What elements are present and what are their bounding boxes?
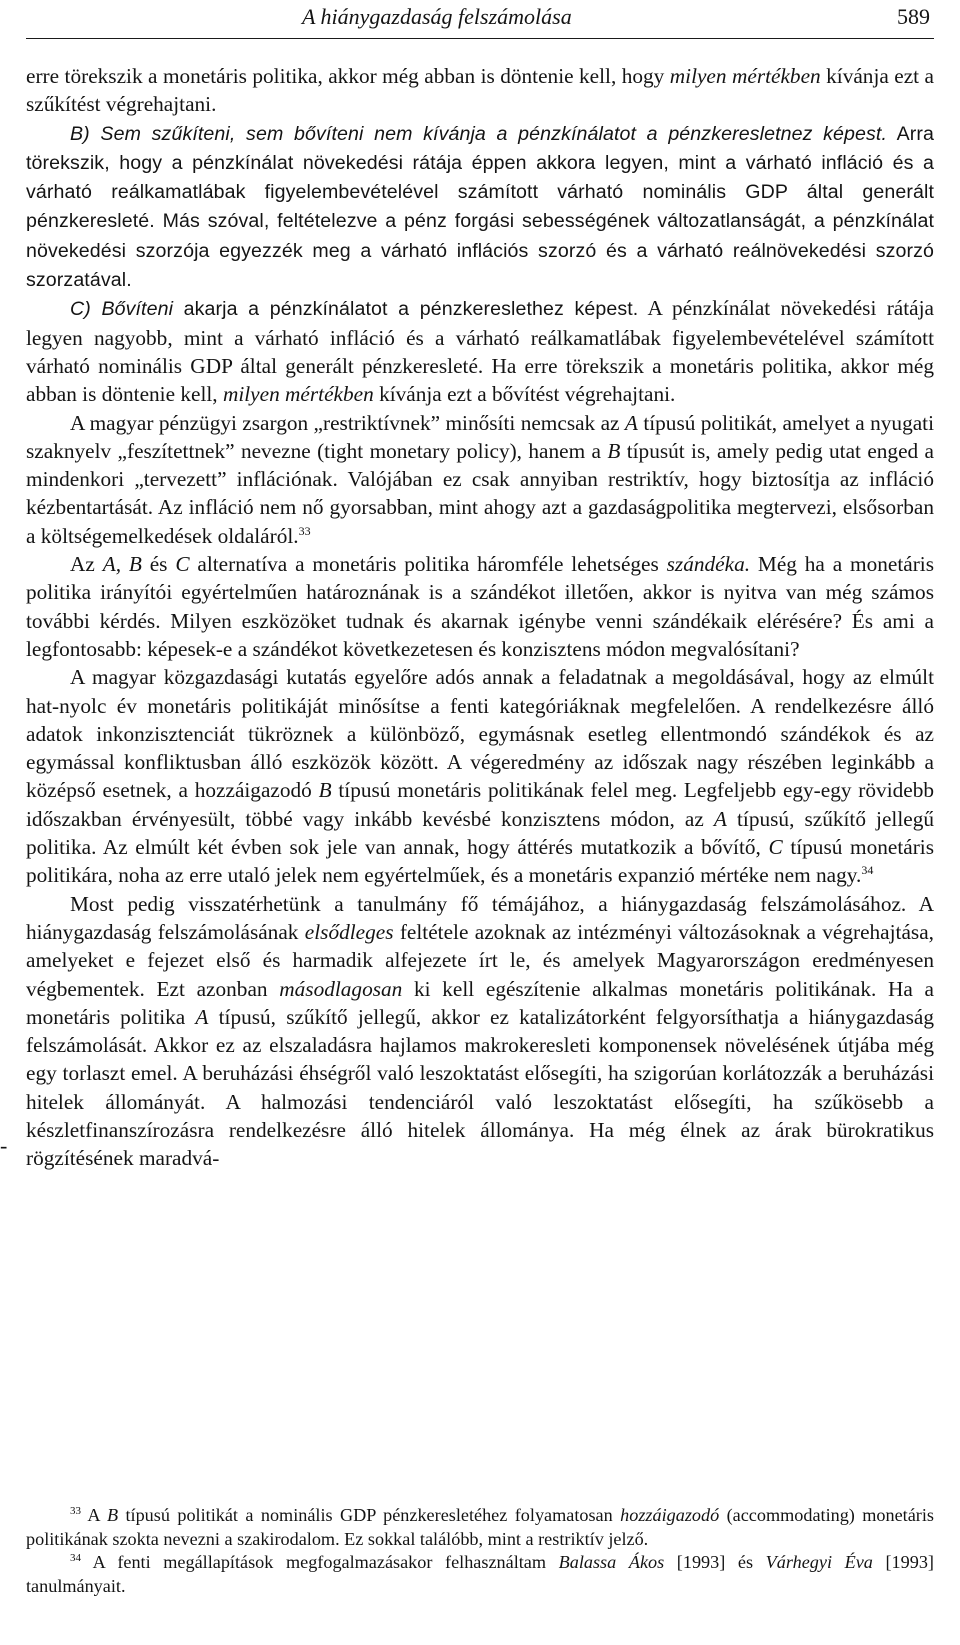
text-run: [1993] tanulmányait. bbox=[26, 1552, 934, 1596]
header-rule bbox=[26, 38, 934, 39]
paragraph bbox=[26, 294, 934, 408]
text-run: Más szóval, feltételezve a pénz forgási sebességének változatlanságát, a pénzkínálat növekedési szorzója egyezzék meg a várható inflációs szorzó és a várható reálnövekedési szorzó szorzatával. bbox=[26, 210, 934, 292]
italic-text: A bbox=[195, 1004, 209, 1029]
italic-text: A bbox=[624, 410, 638, 435]
italic-text: C bbox=[768, 835, 783, 860]
paragraph bbox=[26, 663, 934, 889]
text-run: (accommodating) monetáris politikának szokta nevezni a szakirodalom. Ez sokkal találóbb, mint a restriktív jelző. bbox=[26, 1505, 934, 1549]
text-run: kívánja ezt a bővítést végrehajtani. bbox=[373, 382, 676, 407]
text-run: típusú politikát, amelyet a nyugati szaknyelv „feszítettnek” nevezne (tight monetary policy), hanem a bbox=[26, 410, 935, 463]
text-run: A fenti megállapítások megfogalmazásakor felhasználtam bbox=[81, 1552, 559, 1572]
italic-text: szándéka. bbox=[666, 552, 751, 577]
paragraph bbox=[26, 62, 934, 119]
text-run: Még ha a monetáris politika irányítói egyértelműen határoznának is a szándékot illetően, akkor is nyitva van még számos további kérdés. Milyen eszközöket tudnak és akarnak igénybe venni szándékaik elérésére? És ami a legfontosabb: képesek-e a szándékot következetesen és konzisztens módon megvalósítani? bbox=[26, 552, 934, 661]
paragraph bbox=[26, 409, 934, 550]
italic-text: B) Sem szűkíteni, sem bővíteni nem kívánja a pénzkínálatot a pénzkeresletnez képest. bbox=[70, 122, 888, 145]
italic-text: C bbox=[175, 552, 190, 577]
text-run: A bbox=[81, 1505, 107, 1525]
text-run: erre törekszik a monetáris politika, akkor még abban is döntenie kell, hogy bbox=[26, 64, 670, 88]
text-run: típusú monetáris politikára, noha az erre utaló jelek nem egyértelműek, és a monetáris expanzió mértéke nem nagy. bbox=[26, 835, 934, 888]
paragraph bbox=[26, 550, 934, 663]
running-title: A hiánygazdaság felszámolása bbox=[302, 4, 572, 29]
text-run: típusú politikát a nominális GDP pénzkeresletéhez folyamatosan bbox=[118, 1505, 621, 1525]
text-run: [1993] és bbox=[664, 1552, 766, 1572]
footnote-ref: 33 bbox=[70, 1505, 81, 1517]
text-run: A pénzkínálat növekedési rátája legyen nagyobb, mint a várható infláció és a várható reálkamatlábak figyelembevételével számított várható nominális GDP által generált pénzkeresleté. Ha erre törekszik a monetáris politika, akkor még abban is döntenie kell, bbox=[26, 296, 934, 407]
paragraph bbox=[26, 890, 934, 1173]
text-run: Az bbox=[70, 552, 103, 577]
text-run: típusú monetáris politikának felel meg. Legfeljebb egy-egy rövidebb időszakban érvényesült, többé vagy inkább kevésbé konzisztens módon, az bbox=[26, 778, 935, 831]
italic-text: C) Bővíteni bbox=[70, 298, 174, 321]
italic-text: hozzáigazodó bbox=[620, 1505, 720, 1525]
body-text bbox=[26, 62, 934, 1173]
italic-text: A, B bbox=[102, 552, 142, 577]
text-run: ki kell egészítenie alkalmas monetáris politikának. Ha a monetáris politika bbox=[26, 976, 934, 1029]
margin-mark: - bbox=[0, 1133, 8, 1158]
text-run: típusú, szűkítő jellegű politika. Az elmúlt két évben sok jele van annak, hogy áttérés mutatkozik a bővítő, bbox=[26, 806, 935, 860]
text-run: Arra törekszik, hogy a pénzkínálat növekedési rátája éppen akkora legyen, mint a várható infláció és a várható reálkamatlábak figyelembevételével számított várható nominális GDP által generált pénzkeresleté. bbox=[26, 122, 934, 233]
text-run: feltétele azoknak az intézményi változásoknak a végrehajtása, amelyeket e fejezet első és harmadik alfejezete írt le, és amelyek Magyarországon eredményesen végbementek. Ezt azonban bbox=[26, 919, 934, 1001]
text-run: Most pedig visszatérhetünk a tanulmány fő témájához, a hiánygazdaság felszámolásához. A hiánygazdaság felszámolásának bbox=[26, 891, 934, 944]
footnote bbox=[26, 1551, 934, 1598]
italic-text: B bbox=[607, 438, 621, 463]
footnote-ref: 34 bbox=[70, 1552, 81, 1564]
footnote-ref: 33 bbox=[298, 523, 311, 538]
italic-text: B bbox=[106, 1505, 119, 1525]
italic-text: másodlagosan bbox=[279, 976, 403, 1001]
text-run: akarja a pénzkínálatot a pénzkereslethez képest. bbox=[173, 298, 639, 321]
text-run: és bbox=[141, 552, 176, 577]
footnote bbox=[26, 1504, 934, 1551]
paragraph bbox=[26, 119, 934, 295]
italic-text: A bbox=[713, 806, 727, 831]
footnote-ref: 34 bbox=[861, 863, 874, 878]
running-header bbox=[26, 2, 934, 36]
footnotes bbox=[26, 1504, 934, 1598]
text-run: A magyar közgazdasági kutatás egyelőre adós annak a feladatnak a megoldásával, hogy az elmúlt hat-nyolc év monetáris politikáját minősítse a fenti kategóriáknak megfelelően. A rendelkezésre álló adatok inkonzisztenciát tükröznek a különböző, egymásnak esetleg ellentmondó szándékok és az egymással konfliktusban álló eszközök között. A végeredmény az időszak nagy részében leginkább a középső esetnek, a hozzáigazodó bbox=[26, 665, 934, 803]
italic-text: milyen mértékben bbox=[669, 64, 821, 88]
text-run: típusút is, amely pedig utat enged a mindenkori „tervezett” inflációnak. Valójában ez csak annyiban restriktív, hogy biztosítja az infláció kézbentartását. Az infláció nem nő gyorsabban, mint ahogy azt a gazdaságpolitika megtervezi, elsősorban a költségemelkedések oldaláról. bbox=[26, 438, 934, 548]
italic-text: B bbox=[318, 778, 332, 803]
italic-text: elsődleges bbox=[304, 919, 394, 944]
italic-text: Balassa Ákos bbox=[558, 1552, 665, 1572]
text-run: alternatíva a monetáris politika háromféle lehetséges bbox=[189, 552, 667, 577]
italic-text: Várhegyi Éva bbox=[765, 1552, 873, 1572]
page-number: 589 bbox=[897, 4, 930, 29]
text-run: A magyar pénzügyi zsargon „restriktívnek” minősíti nemcsak az bbox=[70, 410, 625, 435]
text-run: típusú, szűkítő jellegű, akkor ez katalizátorként felgyorsíthatja a hiánygazdaság felszámolását. Akkor ez az elszaladásra hajlamos makrokeresleti komponensek növelésének útjába még egy torlaszt emel. A beruházási éhségről való leszoktatást elősegíti, ha szigorúan korlátozzák a beruházási hitelek állományát. A halmozási tendenciáról való leszoktatást elősegíti, ha szűkösebb a készletfinanszírozásra rendelkezésre álló hitelek állománya. Ha még élnek az árak bürokratikus rögzítésének maradvá- bbox=[26, 1004, 935, 1171]
italic-text: milyen mértékben bbox=[222, 382, 374, 407]
text-run: kívánja ezt a szűkítést végrehajtani. bbox=[26, 64, 934, 117]
